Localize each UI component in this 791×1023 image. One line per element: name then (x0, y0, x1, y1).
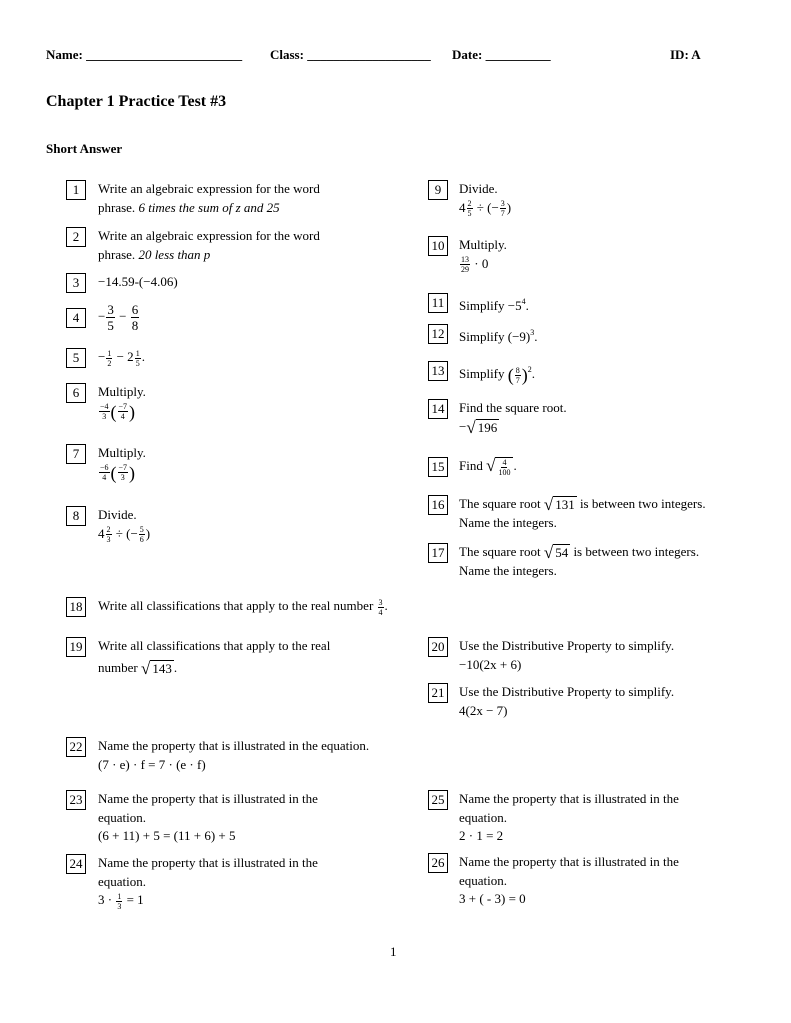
question-number: 15 (428, 457, 448, 477)
section-heading: Short Answer (46, 141, 123, 156)
word-phrase: 20 less than p (138, 246, 211, 262)
question-24 (98, 854, 318, 911)
question-number: 10 (428, 236, 448, 256)
question-text: Write all classifications that apply to the real (98, 638, 331, 653)
question-number: 22 (66, 737, 86, 757)
fraction: $\frac{-6}{4}$ (100, 463, 109, 483)
fraction: $\frac{-7}{4}$ (118, 402, 128, 422)
question-text: Name the property that is illustrated in the (459, 791, 679, 806)
page-number: 1 (390, 944, 397, 959)
question-number: 7 (66, 444, 86, 464)
question-10: Multiply. $\frac{13}{29}$ · 0 (459, 237, 507, 275)
square-root: √ 143 (140, 658, 172, 678)
equation: 3 · $\frac{1}{3}$ = 1 (98, 891, 144, 911)
exponent: 2 (527, 365, 532, 374)
question-number: 1 (66, 180, 86, 200)
question-25 (459, 790, 679, 846)
question-text: equation. (459, 872, 508, 888)
fraction: $\frac{6}{8}$ (131, 302, 139, 333)
question-text: equation. (459, 809, 508, 825)
question-text: Name the integers. (459, 515, 557, 531)
question-17: The square root √ 54 is between two integers. Name the integers. (459, 543, 699, 581)
square-root: √ 54 (543, 543, 569, 563)
question-text: Name the integers. (459, 563, 557, 579)
fraction: $\frac{3}{4}$ (378, 597, 383, 617)
question-15: Find √ $\frac{4}{100}$ . (459, 456, 517, 478)
question-26 (459, 853, 679, 909)
question-number: 13 (428, 361, 448, 381)
question-number: 23 (66, 790, 86, 810)
question-20 (459, 637, 674, 674)
question-number: 26 (428, 853, 448, 873)
question-14: Find the square root. − √ 196 (459, 400, 567, 437)
fraction: $\frac{13}{29}$ (461, 255, 469, 275)
question-8: Divide. 4 $\frac{2}{3}$ ÷ (− $\frac{5}{6}$ ) (98, 507, 151, 545)
question-number: 12 (428, 324, 448, 344)
name-field: Name: ________________________ (46, 47, 243, 62)
fraction: $\frac{-7}{3}$ (118, 463, 128, 483)
square-root: √ 131 (543, 495, 575, 515)
question-text: phrase. (98, 246, 139, 262)
question-label: Multiply. (459, 237, 507, 252)
question-3: −14.59-(−4.06) (98, 274, 178, 289)
question-11: Simplify $-5^4$. (459, 297, 529, 313)
expression: 4(2x − 7) (459, 702, 508, 718)
question-18: Write all classifications that apply to the real number $\frac{3}{4}$ . (98, 597, 388, 617)
expression: −10(2x + 6) (459, 656, 522, 672)
question-text: Use the Distributive Property to simplify. (459, 684, 675, 699)
square-root: √ $\frac{4}{100}$ (486, 457, 513, 477)
fraction: $\frac{3}{5}$ (107, 302, 114, 333)
question-23 (98, 790, 318, 846)
question-label: Divide. (98, 507, 137, 522)
question-label: Multiply. (98, 445, 146, 460)
question-text: phrase. (98, 199, 139, 215)
question-16: The square root √ 131 is between two integers. Name the integers. (459, 495, 706, 533)
question-21 (459, 683, 674, 720)
question-number: 25 (428, 790, 448, 810)
question-number: 8 (66, 506, 86, 526)
question-text: Use the Distributive Property to simplify. (459, 638, 675, 653)
fraction: $\frac{4}{100}$ (498, 458, 511, 478)
fraction: $\frac{3}{7}$ (500, 199, 505, 219)
equation: 3 + ( - 3) = 0 (459, 891, 526, 906)
question-4 (98, 302, 140, 333)
question-13: Simplify ( $\frac{8}{7}$ )$^2$. (459, 365, 536, 386)
question-label: Find the square root. (459, 400, 567, 415)
minus-sign: − (98, 308, 106, 324)
question-number: 14 (428, 399, 448, 419)
date-field: Date: __________ (452, 47, 551, 62)
question-text: Write an algebraic expression for the word (98, 181, 320, 196)
question-number: 18 (66, 597, 86, 617)
class-field: Class: ___________________ (270, 47, 431, 62)
question-number: 19 (66, 637, 86, 657)
exponent: 3 (530, 328, 535, 337)
fraction: $\frac{1}{2}$ (107, 348, 112, 368)
question-6: Multiply. $\frac{-4}{3}$ ( $\frac{-7}{4}$ ) (98, 384, 146, 422)
equation: (7 · e) · f = 7 · (e · f) (98, 756, 206, 772)
question-7: Multiply. $\frac{-6}{4}$ ( $\frac{-7}{3}$ ) (98, 445, 146, 483)
question-number: 16 (428, 495, 448, 515)
question-label: Divide. (459, 181, 498, 196)
question-2 (98, 227, 320, 264)
fraction: $\frac{1}{3}$ (117, 891, 122, 911)
question-5: − $\frac{1}{2}$ − 2 $\frac{1}{5}$ . (98, 348, 145, 368)
question-text: Write an algebraic expression for the word (98, 228, 320, 243)
question-1 (98, 180, 320, 217)
fraction: $\frac{1}{5}$ (135, 348, 140, 368)
page-title: Chapter 1 Practice Test #3 (46, 93, 227, 110)
fraction: $\frac{5}{6}$ (139, 525, 144, 545)
question-number: 21 (428, 683, 448, 703)
question-22 (98, 737, 369, 774)
question-text: Name the property that is illustrated in the (98, 855, 318, 870)
question-9: Divide. 4 $\frac{2}{5}$ ÷ (− $\frac{3}{7}$ ) (459, 181, 512, 219)
question-number: 2 (66, 227, 86, 247)
square-root: √ 196 (466, 417, 498, 437)
fraction: $\frac{2}{5}$ (467, 199, 472, 219)
exponent: 4 (521, 297, 526, 306)
word-phrase: 6 times the sum of z and 25 (138, 199, 280, 215)
fraction: $\frac{8}{7}$ (515, 365, 520, 385)
question-number: 5 (66, 348, 86, 368)
question-number: 17 (428, 543, 448, 563)
question-number: 4 (66, 308, 86, 328)
question-text: equation. (98, 809, 147, 825)
question-number: 3 (66, 273, 86, 293)
question-19: Write all classifications that apply to the real number √ 143 . (98, 638, 331, 678)
question-number: 11 (428, 293, 448, 313)
question-number: 9 (428, 180, 448, 200)
fraction: $\frac{-4}{3}$ (100, 402, 109, 422)
fraction: $\frac{2}{3}$ (106, 525, 111, 545)
question-text: Name the property that is illustrated in the (459, 854, 679, 869)
question-text: Name the property that is illustrated in the (98, 791, 318, 806)
question-number: 20 (428, 637, 448, 657)
question-text: Name the property that is illustrated in the equation. (98, 738, 370, 753)
question-number: 6 (66, 383, 86, 403)
question-text: equation. (98, 873, 147, 889)
question-label: Multiply. (98, 384, 146, 399)
equation: (6 + 11) + 5 = (11 + 6) + 5 (98, 828, 236, 843)
question-number: 24 (66, 854, 86, 874)
id-label: ID: A (670, 47, 701, 62)
operator: − (119, 308, 127, 324)
question-12: Simplify $(-9)^3$. (459, 328, 538, 344)
equation: 2 · 1 = 2 (459, 828, 504, 843)
